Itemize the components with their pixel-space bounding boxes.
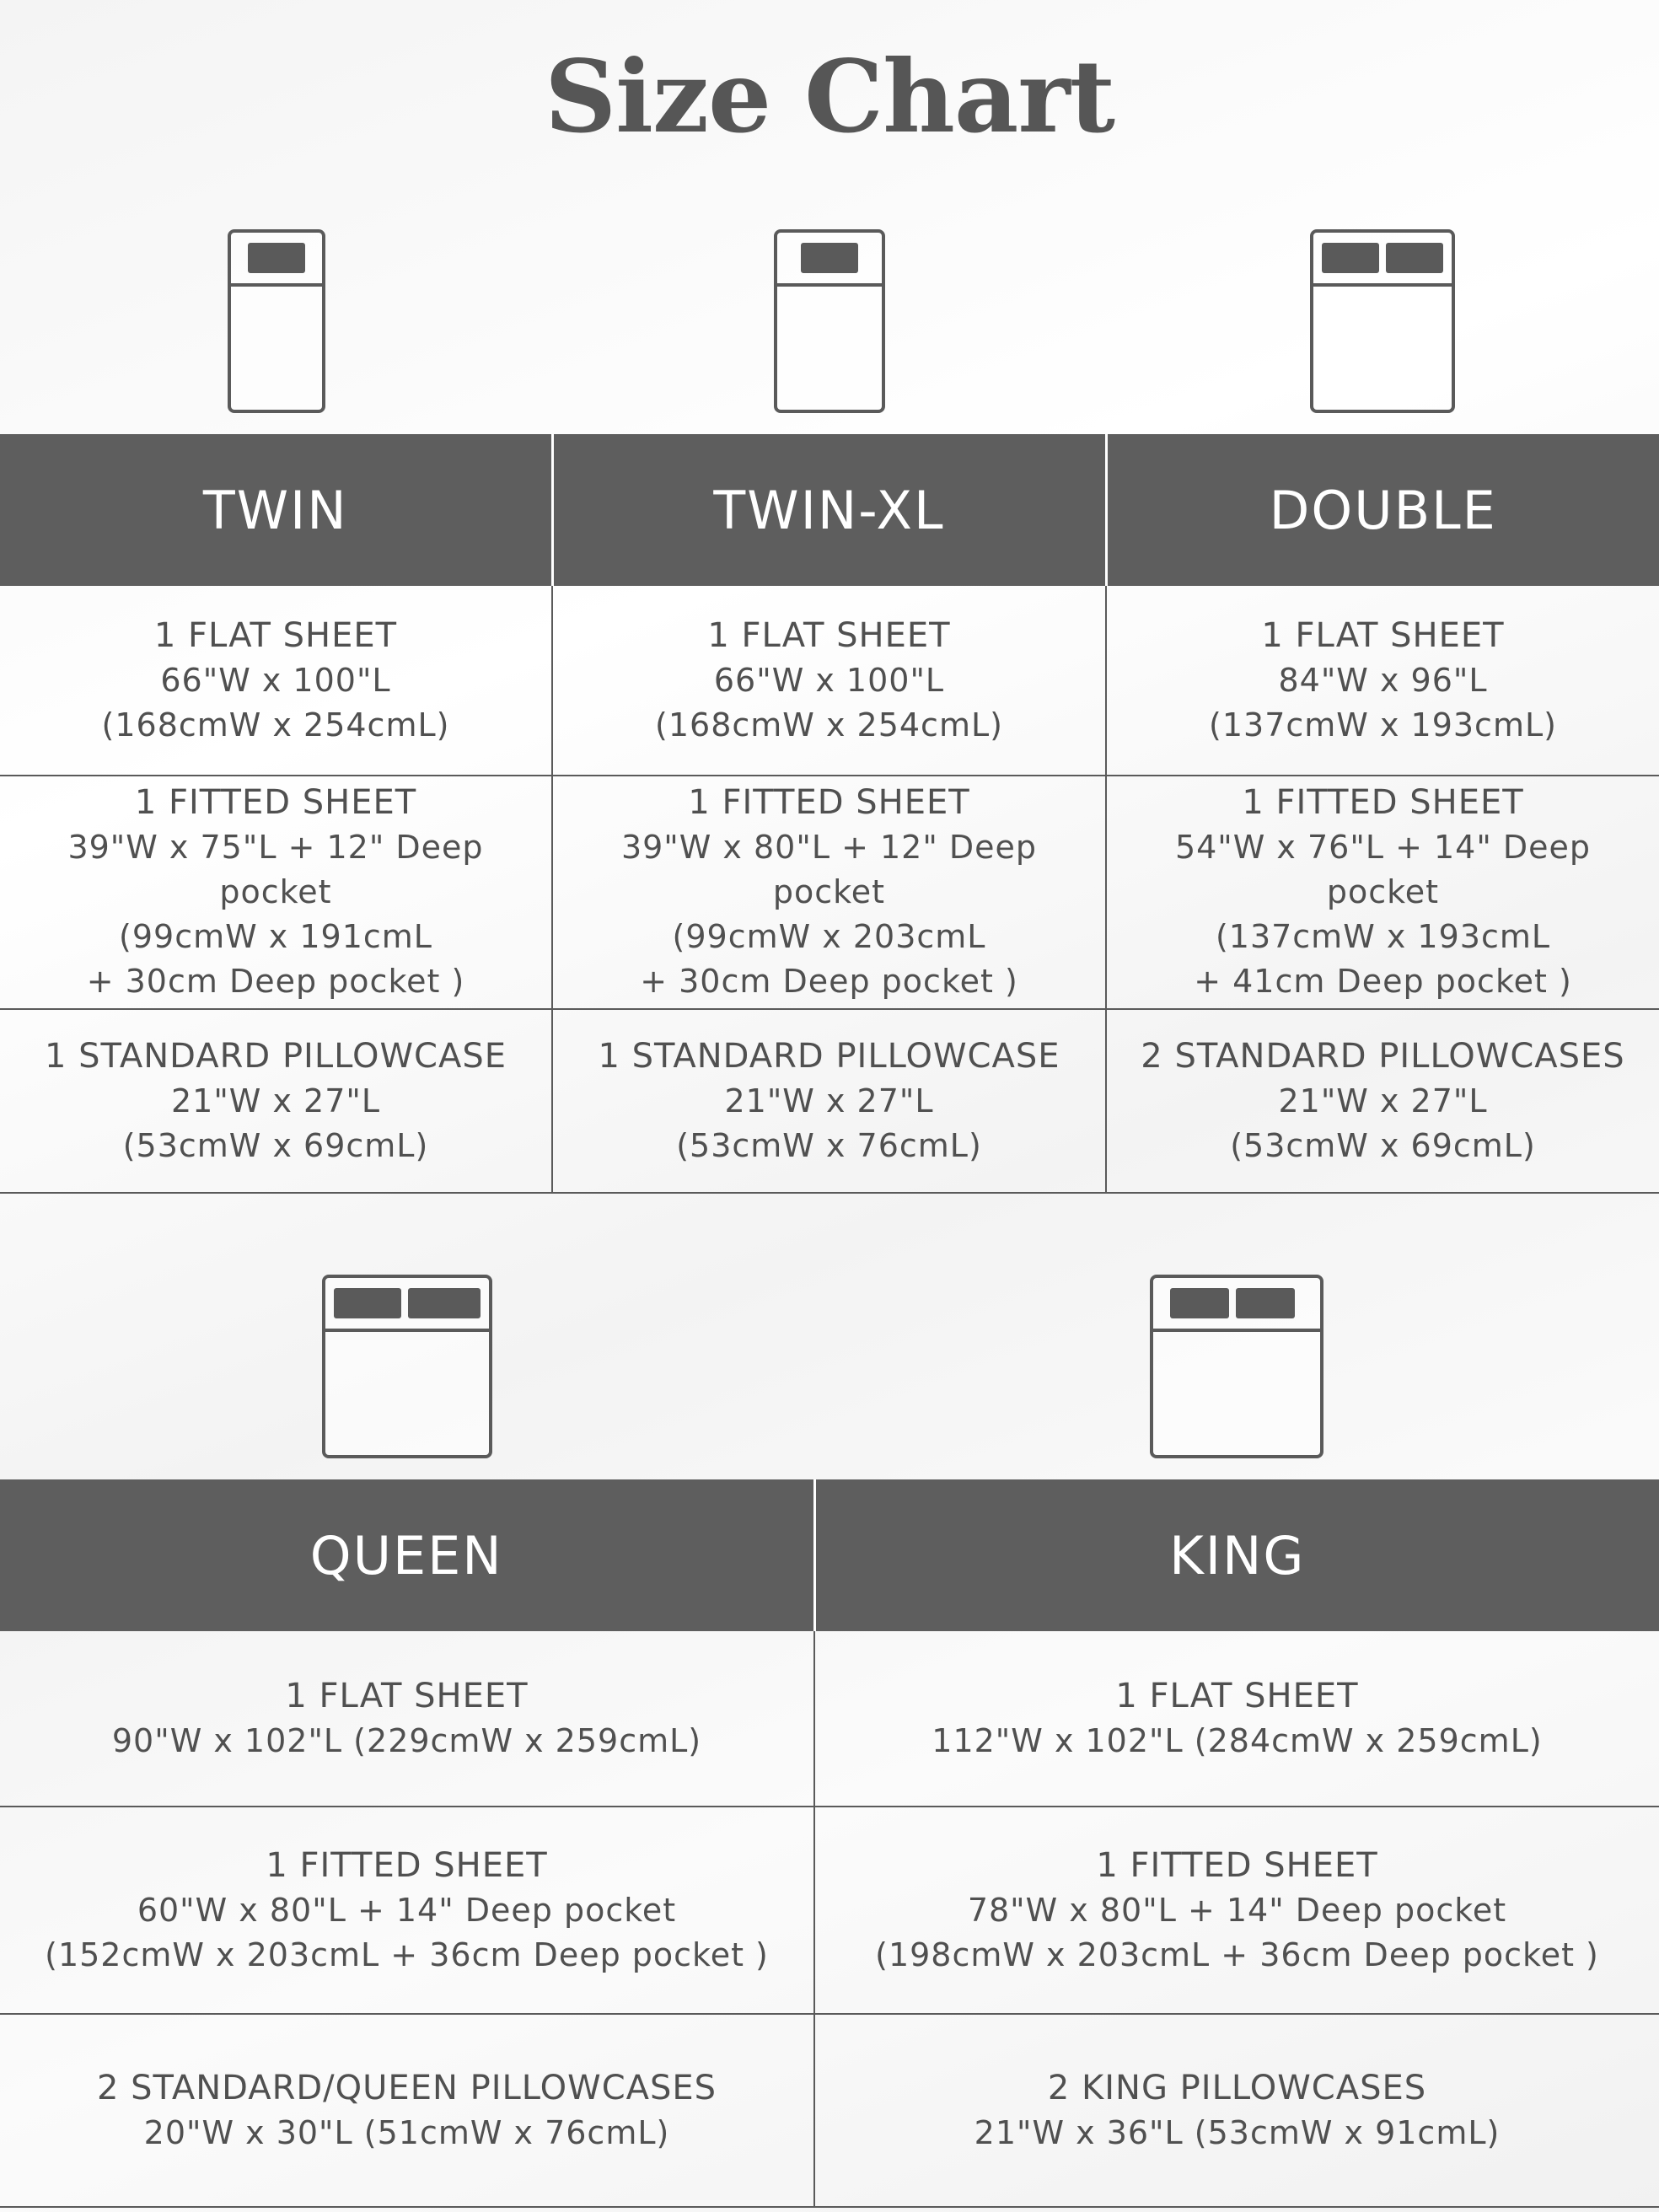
item-dimension: 112"W x 102"L (284cmW x 259cmL) (932, 1721, 1543, 1759)
item-dimension: (99cmW x 203cmL (672, 918, 986, 955)
column-header-double: DOUBLE (1106, 434, 1659, 586)
item-dimension: 39"W x 75"L + 12" Deep pocket (67, 829, 484, 910)
table-cell (552, 776, 1106, 1009)
size-table-twin-double (0, 434, 1659, 1194)
table-row-flat-sheet (0, 586, 1659, 776)
item-title: 1 FITTED SHEET (1096, 1845, 1378, 1885)
single-bed-icon (774, 229, 885, 413)
item-title: 1 FLAT SHEET (1261, 615, 1505, 655)
bed-icons-row-1 (0, 229, 1659, 415)
column-header-twin-xl: TWIN-XL (552, 434, 1106, 586)
table-row-fitted-sheet (0, 1807, 1659, 2014)
table-cell (814, 2014, 1659, 2207)
king-bed-icon (1150, 1275, 1323, 1458)
table-cell (0, 1009, 552, 1193)
item-title: 1 FITTED SHEET (134, 783, 417, 822)
item-title: 1 STANDARD PILLOWCASE (598, 1036, 1060, 1076)
item-dimension: (53cmW x 76cmL) (676, 1126, 982, 1164)
double-bed-icon (1310, 229, 1455, 413)
table-cell (814, 1631, 1659, 1807)
item-dimension: (152cmW x 203cmL + 36cm Deep pocket ) (45, 1936, 769, 1973)
table-cell (1106, 1009, 1659, 1193)
item-dimension: + 30cm Deep pocket ) (640, 963, 1018, 1000)
item-title: 1 FITTED SHEET (1242, 783, 1524, 822)
table-cell (0, 586, 552, 776)
queen-bed-icon (322, 1275, 492, 1458)
item-dimension: (198cmW x 203cmL + 36cm Deep pocket ) (875, 1936, 1599, 1973)
table-row-pillowcase (0, 2014, 1659, 2207)
column-header-queen: QUEEN (0, 1479, 814, 1631)
table-cell (0, 1631, 814, 1807)
table-cell (814, 1807, 1659, 2014)
item-dimension: 21"W x 27"L (724, 1082, 934, 1119)
item-dimension: (137cmW x 193cmL (1215, 918, 1551, 955)
table-row-flat-sheet (0, 1631, 1659, 1807)
item-dimension: 21"W x 36"L (53cmW x 91cmL) (974, 2113, 1501, 2151)
item-title: 1 FLAT SHEET (1115, 1676, 1359, 1715)
table-header-row (0, 434, 1659, 586)
item-dimension: + 41cm Deep pocket ) (1194, 963, 1572, 1000)
single-bed-icon (228, 229, 325, 413)
item-dimension: 54"W x 76"L + 14" Deep pocket (1174, 829, 1592, 910)
table-cell (552, 586, 1106, 776)
table-header-row (0, 1479, 1659, 1631)
item-dimension: 90"W x 102"L (229cmW x 259cmL) (111, 1721, 702, 1759)
item-title: 1 FITTED SHEET (266, 1845, 548, 1885)
item-dimension: (53cmW x 69cmL) (1230, 1126, 1536, 1164)
item-dimension: (168cmW x 254cmL) (101, 706, 450, 744)
item-dimension: (137cmW x 193cmL) (1209, 706, 1557, 744)
item-title: 1 FLAT SHEET (153, 615, 398, 655)
item-dimension: 60"W x 80"L + 14" Deep pocket (137, 1891, 677, 1929)
column-header-twin: TWIN (0, 434, 552, 586)
item-dimension: (53cmW x 69cmL) (122, 1126, 429, 1164)
item-dimension: (99cmW x 191cmL (119, 918, 432, 955)
item-title: 2 STANDARD/QUEEN PILLOWCASES (96, 2068, 717, 2107)
table-cell (0, 1807, 814, 2014)
table-cell (0, 2014, 814, 2207)
table-cell (1106, 776, 1659, 1009)
column-header-king: KING (814, 1479, 1659, 1631)
item-title: 2 KING PILLOWCASES (1047, 2068, 1427, 2107)
item-dimension: 20"W x 30"L (51cmW x 76cmL) (143, 2113, 670, 2151)
item-dimension: 84"W x 96"L (1278, 661, 1488, 699)
item-title: 1 FITTED SHEET (688, 783, 970, 822)
item-dimension: (168cmW x 254cmL) (655, 706, 1003, 744)
item-title: 1 FLAT SHEET (707, 615, 951, 655)
table-row-pillowcase (0, 1009, 1659, 1193)
item-title: 1 STANDARD PILLOWCASE (45, 1036, 507, 1076)
item-dimension: 66"W x 100"L (160, 661, 391, 699)
table-cell (552, 1009, 1106, 1193)
size-table-queen-king (0, 1479, 1659, 2208)
item-title: 2 STANDARD PILLOWCASES (1141, 1036, 1625, 1076)
item-dimension: 21"W x 27"L (1278, 1082, 1488, 1119)
item-dimension: + 30cm Deep pocket ) (86, 963, 465, 1000)
bed-icons-row-2 (0, 1275, 1659, 1460)
table-row-fitted-sheet (0, 776, 1659, 1009)
item-title: 1 FLAT SHEET (285, 1676, 529, 1715)
item-dimension: 21"W x 27"L (170, 1082, 381, 1119)
table-cell (1106, 586, 1659, 776)
table-cell (0, 776, 552, 1009)
item-dimension: 39"W x 80"L + 12" Deep pocket (620, 829, 1038, 910)
item-dimension: 78"W x 80"L + 14" Deep pocket (967, 1891, 1507, 1929)
page-title: Size Chart (544, 38, 1115, 155)
item-dimension: 66"W x 100"L (713, 661, 945, 699)
